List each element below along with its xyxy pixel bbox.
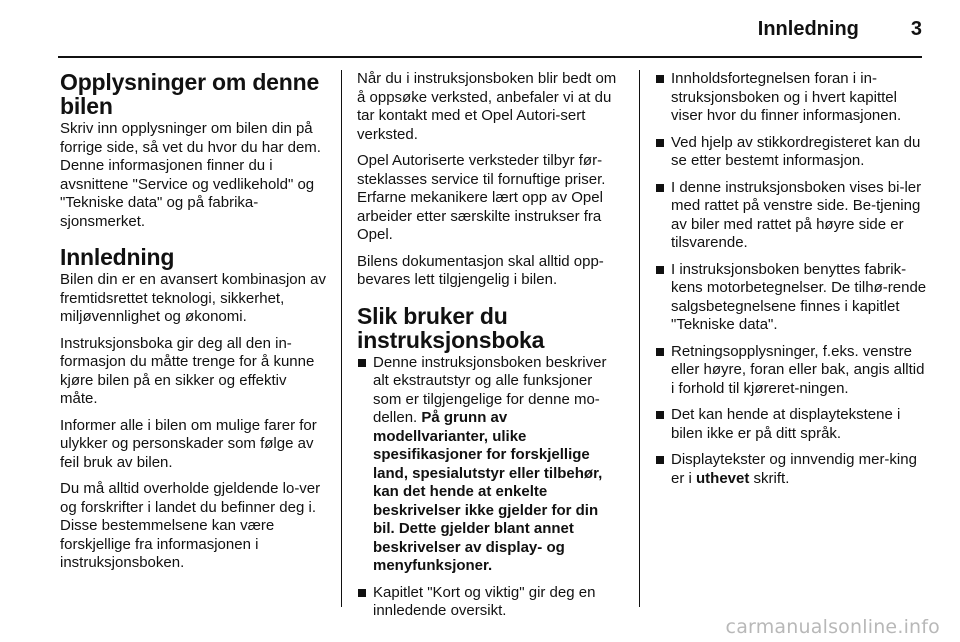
- list-item-text: Ved hjelp av stikkordregisteret kan du se etter bestemt informasjon.: [671, 133, 921, 169]
- paragraph-intro-3: Informer alle i bilen om mulige farer for ulykker og personskader som følge av feil bruk av bilen.: [60, 416, 317, 471]
- list-item-text: I denne instruksjonsboken vises bi-ler med rattet på venstre side. Be-tjening av biler med rattet på høyre side er tilsvarende.: [671, 178, 922, 251]
- bullet-square-icon: [656, 456, 664, 464]
- column-2: [357, 70, 623, 629]
- list-item: [655, 70, 927, 126]
- paragraph-workshop: Når du i instruksjonsboken blir bedt om å oppsøke verksted, anbefaler vi at du tar kontakt med et Opel Autori-sert verksted.: [357, 70, 617, 143]
- list-item-bold-text: På grunn av modellvarianter, ulike spesifikasjoner for forskjellige land, spesialutstyr eller tilbehør, kan det hende at enkelte beskrivelser ikke gjelder for din bil. Dette gjelder blant annet beskrivelser av display- og menyfunksjoner.: [373, 409, 603, 574]
- paragraph-authorised-workshops: Opel Autoriserte verksteder tilbyr før-steklasses service til fornuftige priser. Erfarne mekanikere lært opp av Opel arbeider etter særskilte instrukser fra Opel.: [357, 152, 606, 243]
- bullet-square-icon: [358, 359, 366, 367]
- list-item-text: Det kan hende at displaytekstene i bilen ikke er på ditt språk.: [671, 406, 901, 442]
- column-divider-1: [341, 70, 342, 607]
- emphasis-bold-word: uthevet: [696, 469, 750, 487]
- bullet-square-icon: [358, 589, 366, 597]
- info-list: [655, 70, 927, 488]
- list-item-text: Denne instruksjonsboken beskriver alt ekstrautstyr og alle funksjoner som er tilgjengelige for denne mo-dellen.: [373, 353, 607, 426]
- list-item: [655, 406, 927, 443]
- list-item: [655, 261, 927, 335]
- bullet-square-icon: [656, 184, 664, 192]
- page-header: [758, 18, 922, 41]
- heading-vehicle-info: Opplysninger om denne bilen: [60, 69, 320, 119]
- list-item: [655, 451, 927, 488]
- page-number: 3: [910, 18, 922, 40]
- bullet-square-icon: [656, 139, 664, 147]
- column-divider-2: [639, 70, 640, 607]
- column-1: [60, 70, 326, 581]
- paragraph-vehicle-info: Skriv inn opplysninger om bilen din på forrige side, så vet du hvor du har dem. Denne informasjonen finner du i avsnittene "Service og vedlikehold" og "Tekniske data" og på fabrika-sjonsmerket.: [60, 120, 321, 230]
- how-to-use-list: [357, 354, 623, 621]
- list-item-text: I instruksjonsboken benyttes fabrik-kens motorbetegnelser. De tilhø-rende salgsbetegnelsene finnes i kapitlet "Tekniske data".: [671, 260, 927, 333]
- list-item: [655, 179, 927, 253]
- chapter-title: Innledning: [757, 18, 859, 40]
- paragraph-intro-2: Instruksjonsboka gir deg all den in-formasjon du måtte trenge for å kunne kjøre bilen på en sikker og effektiv måte.: [60, 334, 315, 407]
- heading-how-to-use: Slik bruker du instruksjonsboka: [357, 302, 545, 353]
- bullet-square-icon: [656, 348, 664, 356]
- list-item-text: Innholdsfortegnelsen foran i in-struksjonsboken og i hvert kapittel viser hvor du finner informasjonen.: [671, 70, 902, 124]
- bullet-square-icon: [656, 266, 664, 274]
- header-divider: [58, 56, 922, 58]
- list-item-text-suffix: skrift.: [753, 469, 790, 487]
- bullet-square-icon: [656, 411, 664, 419]
- paragraph-documentation: Bilens dokumentasjon skal alltid opp-bevares lett tilgjengelig i bilen.: [357, 252, 604, 288]
- list-item: [357, 584, 623, 621]
- list-item-text: Displaytekster og innvendig mer-king er i: [671, 451, 917, 487]
- paragraph-intro-4: Du må alltid overholde gjeldende lo-ver og forskrifter i landet du befinner deg i. Disse bestemmelsene kan være forskjellige fra informasjonen i instruksjonsboken.: [60, 480, 321, 571]
- column-3: [655, 70, 927, 496]
- list-item: [655, 343, 927, 399]
- bullet-square-icon: [656, 75, 664, 83]
- list-item-text: Kapitlet "Kort og viktig" gir deg en innledende oversikt.: [373, 583, 596, 619]
- list-item: [357, 354, 623, 576]
- list-item-text: Retningsopplysninger, f.eks. venstre eller høyre, foran eller bak, angis alltid i forhold til kjøreret-ningen.: [671, 342, 925, 397]
- watermark: carmanualsonline.info: [725, 616, 940, 638]
- heading-introduction: Innledning: [60, 244, 175, 270]
- list-item: [655, 134, 927, 171]
- paragraph-intro-1: Bilen din er en avansert kombinasjon av fremtidsrettet teknologi, sikkerhet, miljøvennlighet og økonomi.: [60, 271, 326, 325]
